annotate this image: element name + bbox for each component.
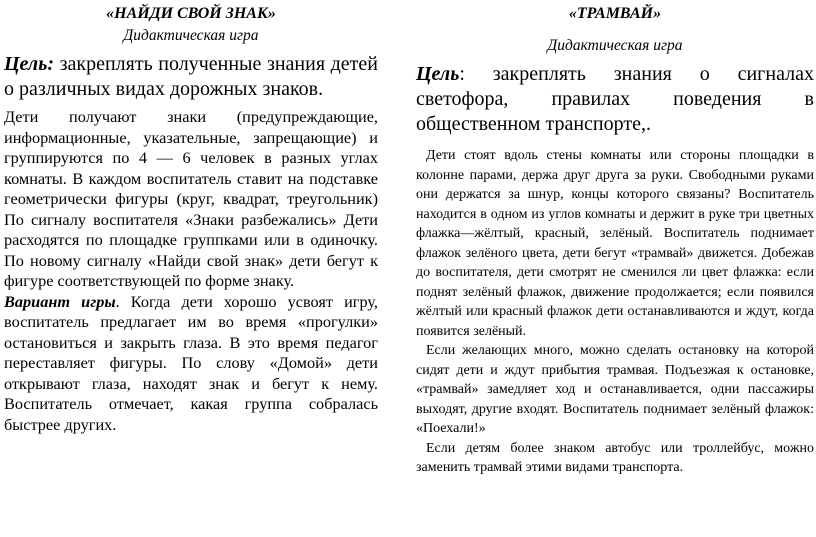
goal-text: : закреплять знания о сигналах светофора, правилах поведения в общественном транспорте,.: [416, 63, 814, 135]
right-column: [416, 0, 814, 478]
game-subtitle: Дидактическая игра: [547, 37, 683, 54]
game-description: Дети получают знаки (предупреждающие, информационные, указательные, запрещающие) и группируются по 4 — 6 человек в разных углах комнаты. В каждом воспитатель ставит на подставке геометрически фигуры (круг, квадрат, треугольник) По сигналу воспитателя «Знаки разбежались» Дети расходятся по площадке группками или в одиночку. По новому сигналу «Найди свой знак» дети бегут к фигуре соответствующей по форме знаку.: [4, 107, 378, 290]
left-column: [4, 0, 378, 435]
goal-label: Цель: [416, 63, 460, 85]
game-goal: [416, 62, 814, 137]
game-description-stop: Если желающих много, можно сделать остановку на которой сидят дети и ждут прибытия трамвая. Подъезжая к остановке, «трамвай» замедляет ход и останавливается, одни пассажиры выходят, другие входят. Воспитатель поднимает зелёный флажок: «Поехали!»: [416, 343, 814, 436]
game-title: «ТРАМВАЙ»: [568, 5, 662, 22]
game-title: «НАЙДИ СВОЙ ЗНАК»: [106, 5, 276, 22]
game-variant: [4, 292, 378, 436]
game-goal: [4, 52, 378, 102]
game-description: Дети стоят вдоль стены комнаты или стороны площадки в колонне парами, держа друг друга за руки. Свободными руками они держатся за шнур, концы которого связаны? Воспитатель находится в одном из углов комнаты и держит в руке три цветных флажка—жёлтый, красный, зелёный. Воспитатель поднимает флажок зелёного цвета, дети бегут «трамвай» движется. Добежав до воспитателя, дети смотрят не сменился ли цвет флажка: если поднят зелёный флажок, движение продолжается; если появился жёлтый или красный флажок дети останавливаются и ждут, когда появится зелёный.: [416, 148, 814, 339]
goal-text: закреплять полученные знания детей о различных видах дорожных знаков.: [4, 53, 378, 100]
variant-text: . Когда дети хорошо усвоят игру, воспитатель предлагает им во время «прогулки» остановиться и закрыть глаза. В это время педагог переставляет фигуры. По слову «Домой» дети открывают глаза, находят знак и бегут к нему. Воспитатель отмечает, какая группа собралась быстрее других.: [4, 291, 378, 434]
goal-label: Цель:: [4, 53, 54, 75]
game-description-variant: Если детям более знаком автобус или троллейбус, можно заменить трамвай этими видами транспорта.: [416, 440, 814, 475]
game-subtitle: Дидактическая игра: [123, 27, 259, 44]
variant-label: Вариант игры: [4, 291, 116, 311]
